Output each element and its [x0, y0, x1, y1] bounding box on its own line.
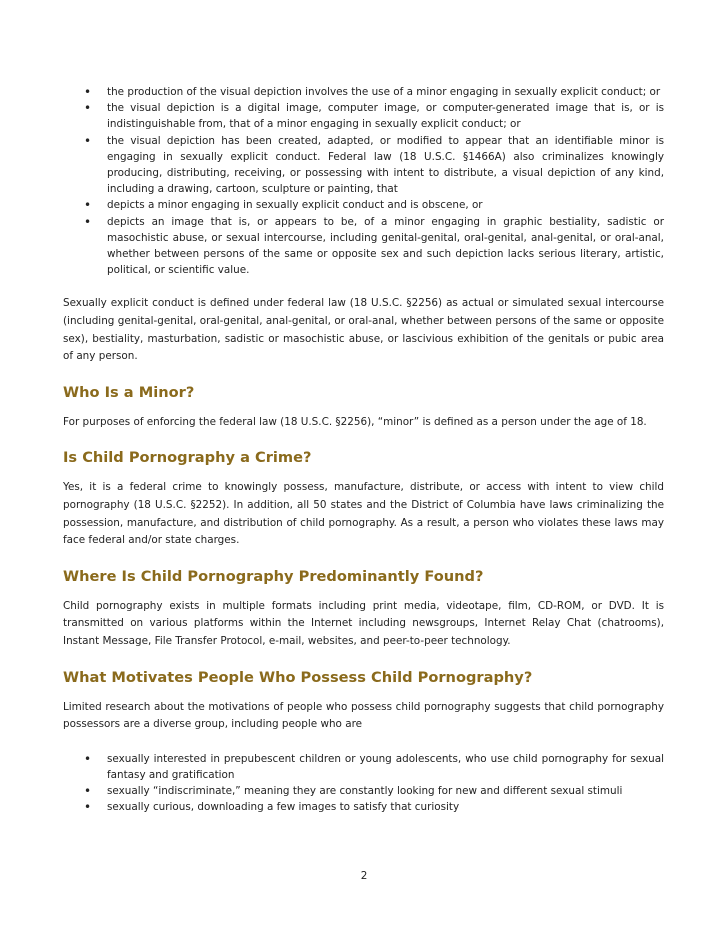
bullet-list-top	[63, 84, 664, 278]
list-item-text: the production of the visual depiction involves the use of a minor engaging in sexually explicit conduct; or	[107, 86, 661, 98]
section-body-found: Child pornography exists in multiple formats including print media, videotape, film, CD-ROM, or DVD. It is transmitted on various platforms within the Internet including newsgroups, Internet Relay Chat (chatrooms), Instant Message, File Transfer Protocol, e-mail, websites, and peer-to-peer technology.	[63, 599, 664, 647]
list-item-text: sexually interested in prepubescent children or young adolescents, who use child pornography for sexual fantasy and gratification	[107, 752, 664, 781]
section-heading-found: Where Is Child Pornography Predominantly Found?	[63, 567, 484, 585]
bullet-icon: •	[84, 800, 92, 815]
section-body-crime: Yes, it is a federal crime to knowingly possess, manufacture, distribute, or access with intent to view child pornography (18 U.S.C. §2252). In addition, all 50 states and the District of Columbia have laws criminalizing the possession, manufacture, and distribution of child pornography. As a result, a person who violates these laws may face federal and/or state charges.	[63, 481, 664, 547]
bullet-icon: •	[84, 133, 92, 148]
list-item-text: the visual depiction has been created, adapted, or modified to appear that an identifiable minor is engaging in sexually explicit conduct. Federal law (18 U.S.C. §1466A) also criminalizes knowingly producing, distributing, receiving, or possessing with intent to distribute, a visual depiction of any kind, including a drawing, cartoon, sculpture or painting, that	[107, 134, 664, 196]
bullet-icon: •	[84, 751, 92, 766]
list-item	[63, 133, 664, 198]
list-item-text: the visual depiction is a digital image, computer image, or computer-generated image that is, or is indistinguishable from, that of a minor engaging in sexually explicit conduct; or	[107, 102, 664, 131]
bullet-icon: •	[84, 214, 92, 229]
list-item	[63, 783, 664, 799]
bullet-list-bottom	[63, 751, 664, 816]
section-heading-minor: Who Is a Minor?	[63, 383, 195, 401]
bullet-icon: •	[84, 85, 92, 99]
bullet-icon: •	[84, 198, 92, 213]
list-item-text: sexually curious, downloading a few images to satisfy that curiosity	[107, 801, 460, 814]
list-item	[63, 84, 664, 100]
list-item	[63, 197, 664, 213]
list-item	[63, 214, 664, 279]
bullet-icon: •	[84, 784, 92, 799]
list-item	[63, 751, 664, 783]
list-item-text: sexually “indiscriminate,” meaning they are constantly looking for new and different sexual stimuli	[107, 785, 623, 798]
page-number: 2	[360, 870, 368, 882]
list-item-text: depicts a minor engaging in sexually explicit conduct and is obscene, or	[107, 199, 483, 212]
definition-paragraph: Sexually explicit conduct is defined under federal law (18 U.S.C. §2256) as actual or simulated sexual intercourse (including genital-genital, oral-genital, anal-genital, or oral-anal, whether between persons of the same or opposite sex), bestiality, masturbation, sadistic or masochistic abuse, or lascivious exhibition of the genitals or pubic area of any person.	[63, 297, 664, 363]
document-page	[63, 84, 664, 816]
section-body-motivates: Limited research about the motivations of people who possess child pornography suggests that child pornography possessors are a diverse group, including people who are	[63, 700, 664, 731]
section-body-minor: For purposes of enforcing the federal law (18 U.S.C. §2256), “minor” is defined as a person under the age of 18.	[63, 415, 647, 428]
list-item	[63, 799, 664, 815]
bullet-icon: •	[84, 101, 92, 116]
section-heading-motivates: What Motivates People Who Possess Child Pornography?	[63, 668, 533, 686]
section-heading-crime: Is Child Pornography a Crime?	[63, 449, 312, 467]
list-item	[63, 100, 664, 132]
list-item-text: depicts an image that is, or appears to be, of a minor engaging in graphic bestiality, sadistic or masochistic abuse, or sexual intercourse, including genital-genital, oral-genital, anal-genital, or oral-anal, whether between persons of the same or opposite sex and such depiction lacks serious literary, artistic, political, or scientific value.	[107, 215, 664, 277]
